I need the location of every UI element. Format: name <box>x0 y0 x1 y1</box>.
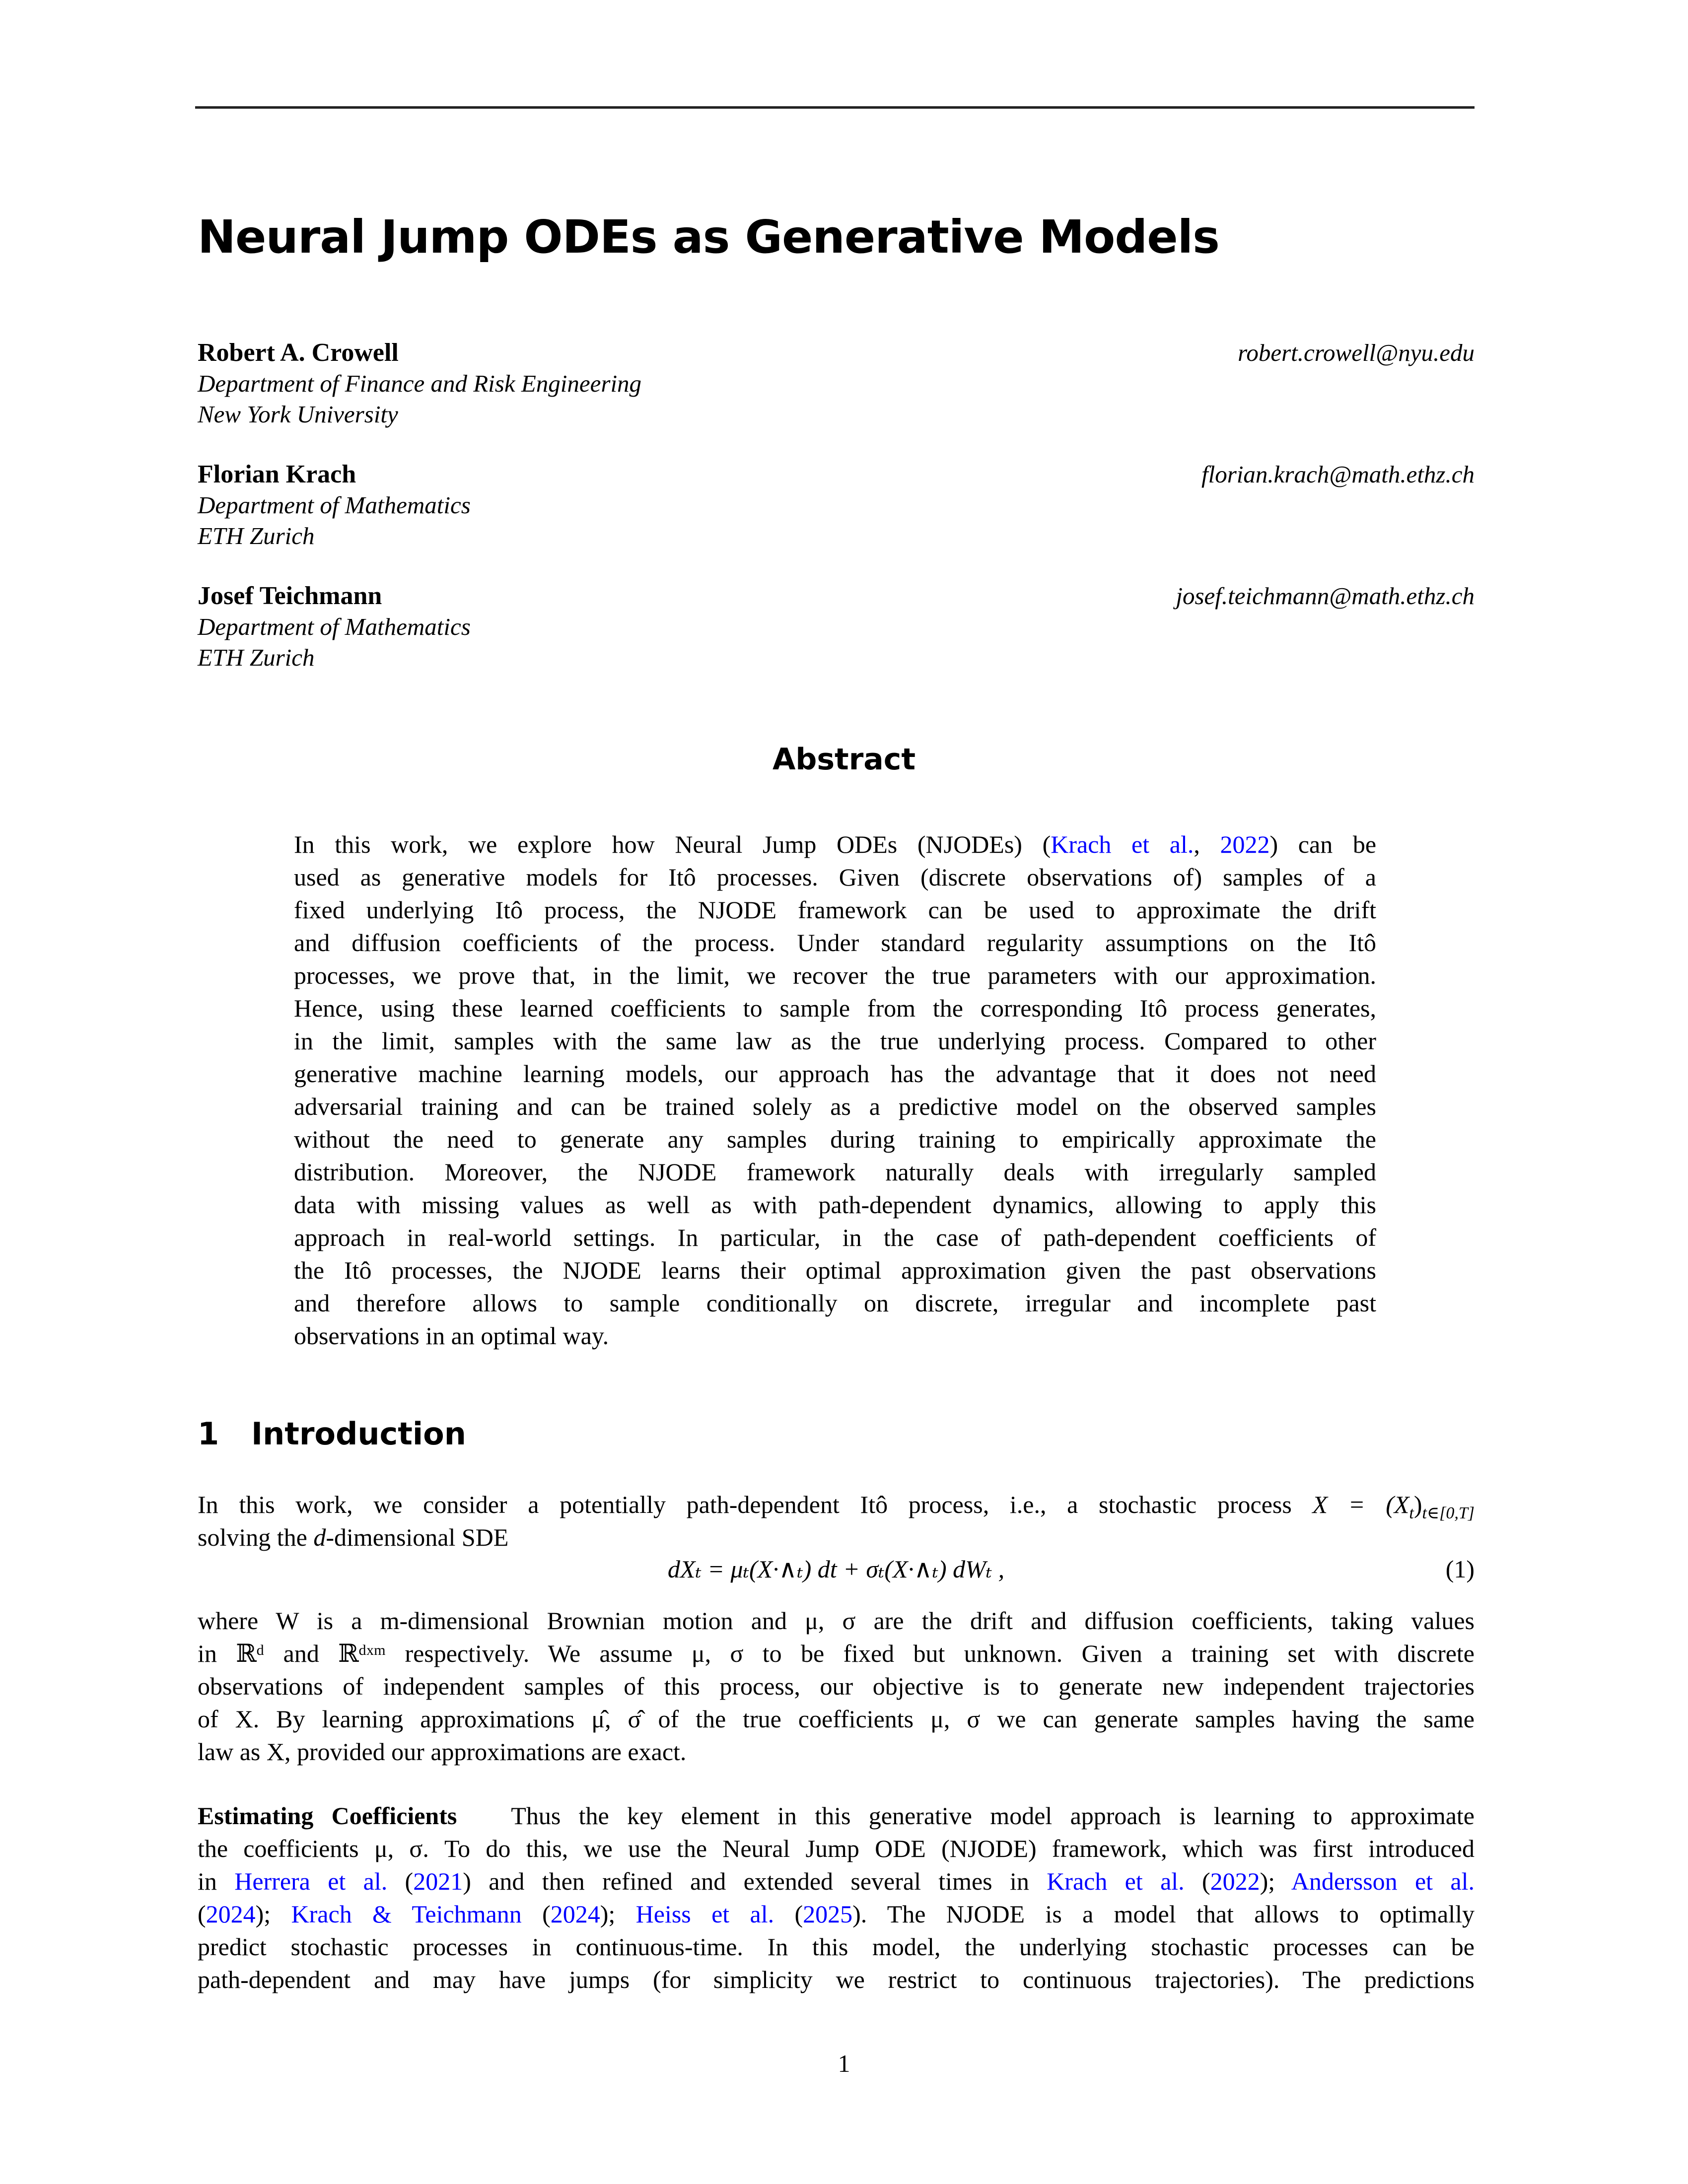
body-text: solving the <box>198 1523 314 1551</box>
abstract-line <box>294 828 1376 861</box>
citation-year-link-2022[interactable]: 2022 <box>1220 830 1270 858</box>
math-inline: ) <box>1413 1491 1422 1518</box>
math-inline: X = (X <box>1312 1491 1409 1518</box>
page-number: 1 <box>838 2049 850 2077</box>
author-institution: New York University <box>198 401 398 428</box>
abstract-heading: Abstract <box>772 742 916 777</box>
body-text: -dimensional SDE <box>326 1523 509 1551</box>
body-line: observations of independent samples of this process, our objective is to generate new independent trajectories <box>198 1672 1475 1700</box>
abstract-line: used as generative models for Itô processes. Given (discrete observations of) samples of a <box>294 863 1376 891</box>
equation-1 <box>198 1553 1475 1585</box>
body-line: predict stochastic processes in continuous-time. In this model, the underlying stochastic processes can be <box>198 1933 1475 1961</box>
author-department: Department of Finance and Risk Engineering <box>198 370 642 397</box>
math-inline: d <box>313 1523 326 1551</box>
citation-year-link-krach[interactable]: 2022 <box>1210 1867 1260 1895</box>
body-text: in <box>198 1867 235 1895</box>
citation-year-link-herrera[interactable]: 2021 <box>413 1867 463 1895</box>
abstract-line: the Itô processes, the NJODE learns their optimal approximation given the past observations <box>294 1256 1376 1284</box>
body-text: and then refined and extended several times in <box>471 1867 1047 1895</box>
body-line: path-dependent and may have jumps (for simplicity we restrict to continuous trajectories). The predictions <box>198 1966 1475 1993</box>
intro-paragraph-2 <box>198 1604 1475 1768</box>
abstract-text: In this work, we explore how Neural Jump ODEs (NJODEs) ( <box>294 830 1051 858</box>
body-line: the coefficients μ, σ. To do this, we use the Neural Jump ODE (NJODE) framework, which was first introduced <box>198 1835 1475 1862</box>
paragraph-title: Estimating Coefficients <box>198 1802 457 1830</box>
intro-paragraph-1 <box>198 1488 1475 1554</box>
equation-number: (1) <box>1445 1555 1475 1583</box>
abstract-line: fixed underlying Itô process, the NJODE framework can be used to approximate the drift <box>294 896 1376 924</box>
body-line: in Herrera et al. (2021) and then refined and extended several times in Krach et al. (2022); Andersson et al. <box>198 1867 1475 1895</box>
citation-year-link-andersson[interactable]: 2024 <box>206 1900 256 1928</box>
abstract-line: in the limit, samples with the same law as the true underlying process. Compared to other <box>294 1027 1376 1055</box>
abstract-body <box>294 828 1376 1352</box>
body-line <box>198 1488 1475 1521</box>
abstract-line: adversarial training and can be trained solely as a predictive model on the observed samples <box>294 1092 1376 1120</box>
author-name: Josef Teichmann <box>198 582 382 610</box>
abstract-line: without the need to generate any samples during training to empirically approximate the <box>294 1125 1376 1153</box>
body-line: where W is a m-dimensional Brownian motion and μ, σ are the drift and diffusion coefficients, taking values <box>198 1607 1475 1635</box>
author-email[interactable]: josef.teichmann@math.ethz.ch <box>1176 582 1475 610</box>
abstract-line: processes, we prove that, in the limit, we recover the true parameters with our approximation. <box>294 961 1376 989</box>
abstract-line: observations in an optimal way. <box>294 1322 609 1350</box>
section-heading-introduction <box>198 1416 466 1452</box>
abstract-line: generative machine learning models, our approach has the advantage that it does not need <box>294 1060 1376 1088</box>
citation-link-krach-2022[interactable]: Krach et al. <box>1051 830 1194 858</box>
abstract-text: , <box>1194 830 1220 858</box>
body-line <box>198 1521 1475 1554</box>
citation-year-link-heiss[interactable]: 2025 <box>803 1900 853 1928</box>
body-text: Thus the key element in this generative model approach is learning to approximate <box>511 1802 1475 1830</box>
math-subscript: t <box>1409 1504 1414 1522</box>
body-line: (2024); Krach & Teichmann (2024); Heiss et al. (2025). The NJODE is a model that allows to optimally <box>198 1900 1475 1928</box>
citation-link-krach-teichmann[interactable]: Krach & Teichmann <box>291 1900 522 1928</box>
equation-expression <box>198 1553 1475 1585</box>
citation-link-herrera[interactable]: Herrera et al. <box>234 1867 388 1895</box>
section-title: Introduction <box>251 1416 466 1452</box>
body-line: of X. By learning approximations μ̂, σ̂ of the true coefficients μ, σ we can generate samples having the same <box>198 1705 1475 1733</box>
body-text: . The NJODE is a model that allows to optimally <box>860 1900 1475 1928</box>
author-name: Robert A. Crowell <box>198 339 399 367</box>
section-number: 1 <box>198 1416 219 1452</box>
abstract-line: Hence, using these learned coefficients to sample from the corresponding Itô process generates, <box>294 994 1376 1022</box>
author-name: Florian Krach <box>198 460 356 488</box>
abstract-line: and therefore allows to sample conditionally on discrete, irregular and incomplete past <box>294 1289 1376 1317</box>
author-teichmann <box>198 581 1475 673</box>
citation-link-andersson[interactable]: Andersson et al. <box>1291 1867 1475 1895</box>
author-department: Department of Mathematics <box>198 613 471 640</box>
author-email[interactable]: robert.crowell@nyu.edu <box>1238 339 1475 366</box>
abstract-line: approach in real-world settings. In particular, in the case of path-dependent coefficients of <box>294 1224 1376 1251</box>
math-display: dXₜ = μₜ(X·∧ₜ) dt + σₜ(X·∧ₜ) dWₜ , <box>667 1555 1005 1583</box>
author-institution: ETH Zurich <box>198 522 315 549</box>
author-email[interactable]: florian.krach@math.ethz.ch <box>1201 461 1475 488</box>
body-line: in ℝᵈ and ℝᵈˣᵐ respectively. We assume μ, σ to be fixed but unknown. Given a training set with discrete <box>198 1639 1475 1667</box>
author-krach <box>198 459 1475 551</box>
body-line <box>198 1799 1475 1832</box>
body-line: law as X, provided our approximations are exact. <box>198 1738 687 1766</box>
abstract-line: distribution. Moreover, the NJODE framework naturally deals with irregularly sampled <box>294 1158 1376 1186</box>
abstract-line: data with missing values as well as with path-dependent dynamics, allowing to apply this <box>294 1191 1376 1219</box>
author-department: Department of Mathematics <box>198 491 471 519</box>
math-subscript: t∈[0,T] <box>1422 1504 1475 1522</box>
abstract-line: and diffusion coefficients of the process. Under standard regularity assumptions on the Itô <box>294 929 1376 956</box>
citation-year-link-krach-teichmann[interactable]: 2024 <box>550 1900 600 1928</box>
body-text: In this work, we consider a potentially path-dependent Itô process, i.e., a stochastic process <box>198 1491 1313 1518</box>
author-crowell <box>198 338 1475 430</box>
top-rule <box>195 106 1475 109</box>
intro-paragraph-estimating-coefficients <box>198 1799 1475 1996</box>
author-institution: ETH Zurich <box>198 644 315 671</box>
abstract-text: ) can be <box>1269 830 1377 858</box>
citation-link-heiss[interactable]: Heiss et al. <box>635 1900 774 1928</box>
citation-link-krach[interactable]: Krach et al. <box>1047 1867 1185 1895</box>
paper-title: Neural Jump ODEs as Generative Models <box>198 210 1219 264</box>
